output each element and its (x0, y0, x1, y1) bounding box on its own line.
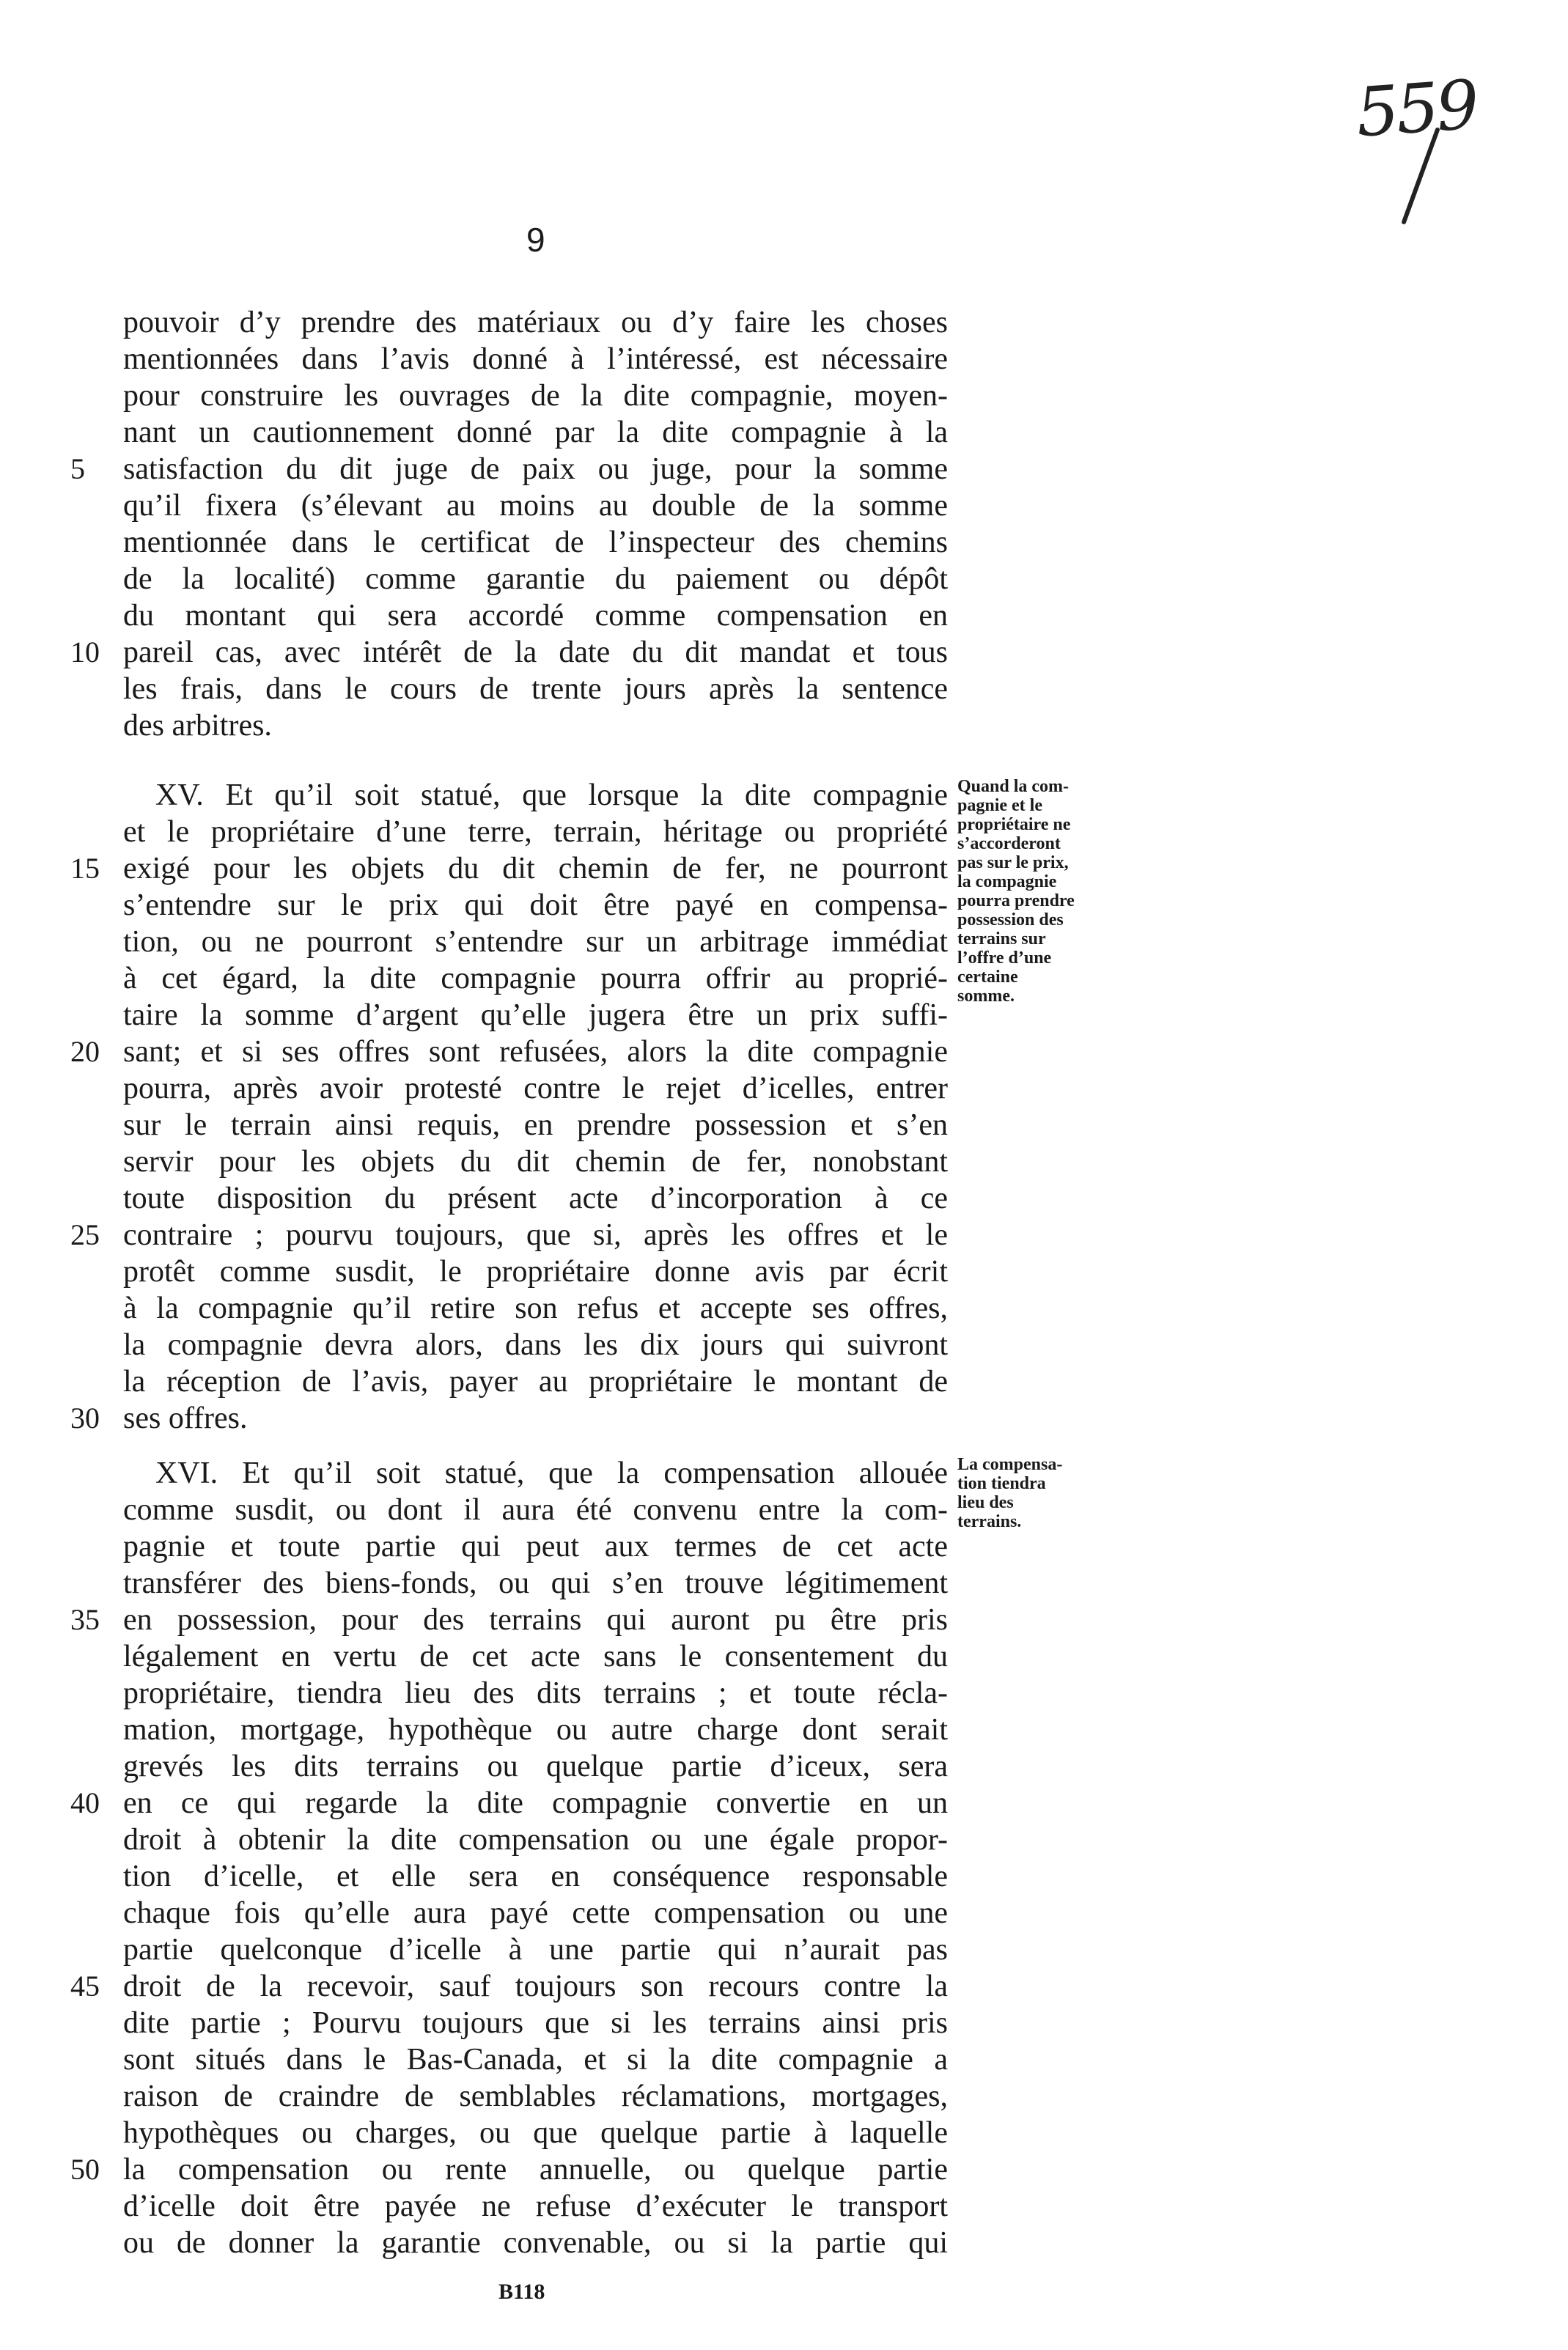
sidenote-line: somme. (957, 987, 1015, 1006)
sidenote-line: tion tiendra (957, 1474, 1046, 1493)
sidenote (957, 1455, 1122, 1531)
line-number: 40 (70, 1786, 100, 1819)
line-number: 45 (70, 1970, 100, 2003)
sidenote-line: lieu des (957, 1493, 1014, 1512)
sidenote-line: certaine (957, 968, 1018, 987)
text-line: en possession, pour des terrains qui auront pu être pris (123, 1603, 948, 1637)
line-number: 15 (70, 852, 100, 885)
text-line: la compensation ou rente annuelle, ou quelque partie (123, 2153, 948, 2187)
sidenote-line: l’offre d’une (957, 949, 1052, 968)
sidenote-line: pourra prendre (957, 891, 1075, 910)
text-line: taire la somme d’argent qu’elle jugera être un prix suffi- (123, 998, 948, 1032)
folio-number: 559 (1353, 65, 1479, 152)
sidenote-line: pas sur le prix, (957, 853, 1069, 872)
text-line: grevés les dits terrains ou quelque partie d’iceux, sera (123, 1750, 948, 1783)
line-number: 10 (70, 636, 100, 668)
text-line: sont situés dans le Bas-Canada, et si la dite compagnie a (123, 2043, 948, 2077)
line-number: 5 (70, 452, 85, 485)
text-line: tion, ou ne pourront s’entendre sur un arbitrage immédiat (123, 925, 948, 959)
text-line: pourra, après avoir protesté contre le rejet d’icelles, entrer (123, 1072, 948, 1105)
sidenote-line: s’accorderont (957, 834, 1061, 853)
text-line: nant un cautionnement donné par la dite compagnie à la (123, 416, 948, 449)
text-line: droit à obtenir la dite compensation ou une égale propor- (123, 1823, 948, 1857)
text-line: dite partie ; Pourvu toujours que si les terrains ainsi pris (123, 2006, 948, 2040)
text-line: et le propriétaire d’une terre, terrain, héritage ou propriété (123, 815, 948, 849)
text-line: comme susdit, ou dont il aura été convenu entre la com- (123, 1493, 948, 1527)
text-line: tion d’icelle, et elle sera en conséquence responsable (123, 1860, 948, 1893)
text-line: propriétaire, tiendra lieu des dits terrains ; et toute récla- (123, 1676, 948, 1710)
text-line: de la localité) comme garantie du paiement ou dépôt (123, 562, 948, 596)
sidenote-line: terrains sur (957, 929, 1046, 949)
text-line: à cet égard, la dite compagnie pourra offrir au proprié- (123, 962, 948, 995)
sidenote-line: terrains. (957, 1512, 1022, 1531)
line-number: 35 (70, 1603, 100, 1636)
text-line: pour construire les ouvrages de la dite compagnie, moyen- (123, 379, 948, 413)
text-line: pagnie et toute partie qui peut aux termes de cet acte (123, 1530, 948, 1563)
text-line: du montant qui sera accordé comme compensation en (123, 599, 948, 633)
sidenote-line: la compagnie (957, 872, 1057, 891)
text-line: les frais, dans le cours de trente jours après la sentence (123, 672, 948, 706)
line-number: 50 (70, 2153, 100, 2186)
text-line: servir pour les objets du dit chemin de fer, nonobstant (123, 1145, 948, 1179)
text-line: mentionnées dans l’avis donné à l’intéressé, est nécessaire (123, 342, 948, 376)
text-line: protêt comme susdit, le propriétaire donne avis par écrit (123, 1255, 948, 1289)
text-line: ses offres. (123, 1401, 248, 1435)
text-line: XVI. Et qu’il soit statué, que la compensation allouée (155, 1456, 948, 1490)
text-line: raison de craindre de semblables réclamations, mortgages, (123, 2080, 948, 2113)
text-line: pareil cas, avec intérêt de la date du dit mandat et tous (123, 636, 948, 669)
text-line: exigé pour les objets du dit chemin de fer, ne pourront (123, 852, 948, 885)
text-line: sant; et si ses offres sont refusées, alors la dite compagnie (123, 1035, 948, 1069)
text-line: toute disposition du présent acte d’incorporation à ce (123, 1182, 948, 1215)
printer-signature: B118 (498, 2280, 545, 2304)
sidenote-line: propriétaire ne (957, 815, 1071, 834)
page-number: 9 (526, 221, 545, 259)
line-number: 25 (70, 1218, 100, 1251)
sidenote-line: La compensa- (957, 1455, 1063, 1474)
text-line: la réception de l’avis, payer au propriétaire le montant de (123, 1365, 948, 1399)
text-line: contraire ; pourvu toujours, que si, après les offres et le (123, 1218, 948, 1252)
sidenote (957, 777, 1122, 1006)
text-line: transférer des biens-fonds, ou qui s’en trouve légitimement (123, 1566, 948, 1600)
text-line: pouvoir d’y prendre des matériaux ou d’y faire les choses (123, 306, 948, 339)
text-line: sur le terrain ainsi requis, en prendre possession et s’en (123, 1108, 948, 1142)
sidenote-line: Quand la com- (957, 777, 1070, 796)
text-line: en ce qui regarde la dite compagnie convertie en un (123, 1786, 948, 1820)
line-number: 20 (70, 1035, 100, 1068)
text-line: mentionnée dans le certificat de l’inspecteur des chemins (123, 526, 948, 559)
text-line: droit de la recevoir, sauf toujours son recours contre la (123, 1970, 948, 2003)
text-line: s’entendre sur le prix qui doit être payé en compensa- (123, 888, 948, 922)
text-line: légalement en vertu de cet acte sans le consentement du (123, 1640, 948, 1673)
text-line: d’icelle doit être payée ne refuse d’exécuter le transport (123, 2189, 948, 2223)
sidenote-line: pagnie et le (957, 796, 1042, 815)
text-line: partie quelconque d’icelle à une partie qui n’aurait pas (123, 1933, 948, 1967)
text-line: la compagnie devra alors, dans les dix jours qui suivront (123, 1328, 948, 1362)
text-line: XV. Et qu’il soit statué, que lorsque la dite compagnie (155, 778, 948, 812)
text-line: mation, mortgage, hypothèque ou autre charge dont serait (123, 1713, 948, 1747)
sidenote-line: possession des (957, 910, 1064, 929)
text-line: des arbitres. (123, 709, 272, 743)
text-line: hypothèques ou charges, ou que quelque partie à laquelle (123, 2116, 948, 2150)
text-line: qu’il fixera (s’élevant au moins au double de la somme (123, 489, 948, 523)
text-line: satisfaction du dit juge de paix ou juge, pour la somme (123, 452, 948, 486)
text-line: ou de donner la garantie convenable, ou si la partie qui (123, 2226, 948, 2260)
text-line: chaque fois qu’elle aura payé cette compensation ou une (123, 1896, 948, 1930)
line-number: 30 (70, 1401, 100, 1434)
text-line: à la compagnie qu’il retire son refus et accepte ses offres, (123, 1292, 948, 1325)
